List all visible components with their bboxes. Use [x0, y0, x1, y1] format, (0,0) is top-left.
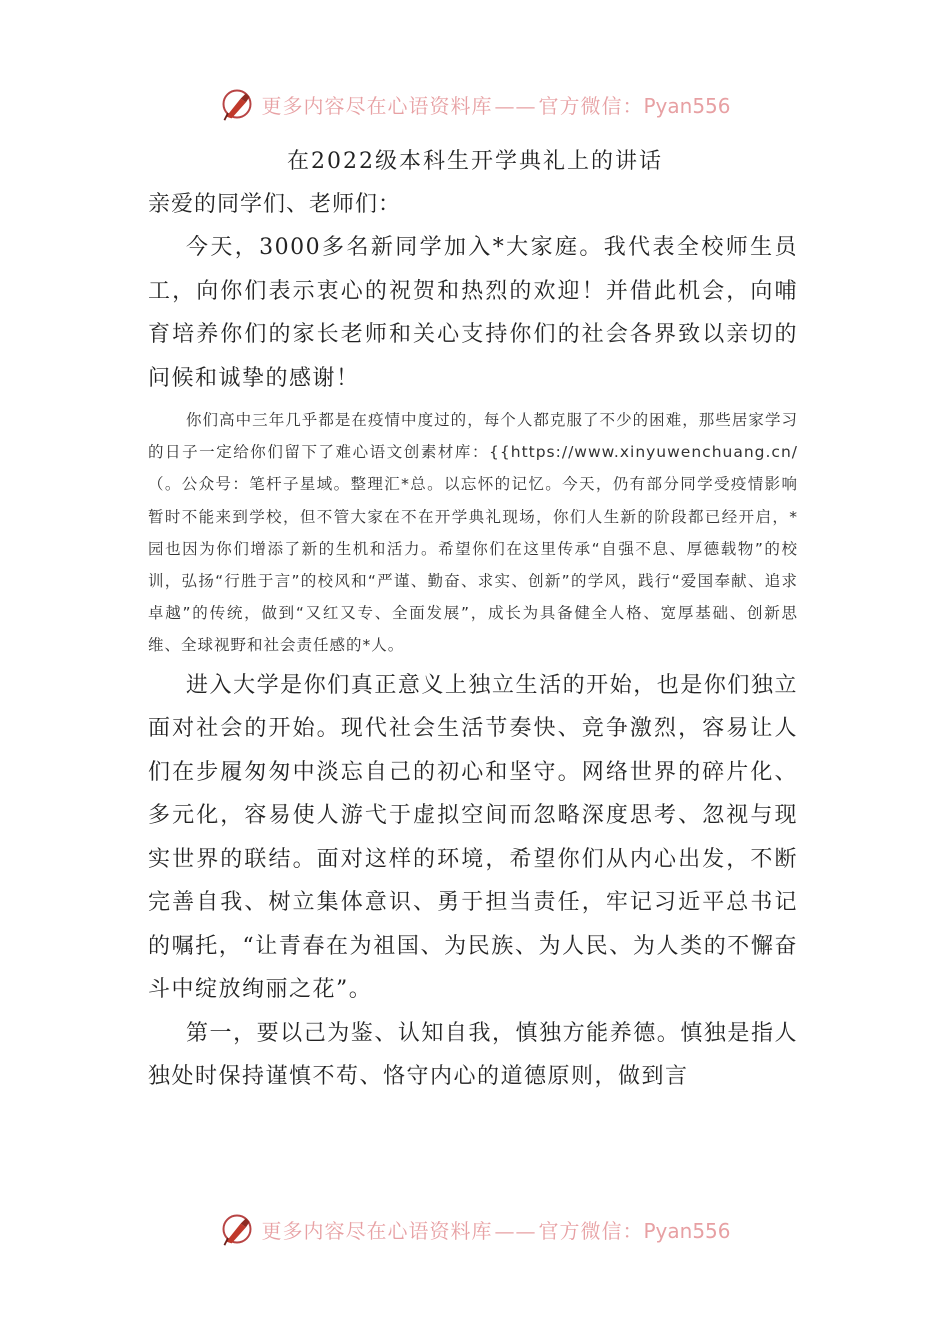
pen-nib-logo-icon [219, 1211, 255, 1247]
header-watermark-banner [0, 82, 950, 126]
greeting: 亲爱的同学们、老师们： [148, 192, 402, 217]
watermark-text: 更多内容尽在心语资料库 —— 官方微信：Pyan556 [261, 1218, 731, 1243]
document-body [148, 184, 798, 1099]
document-title: 在2022级本科生开学典礼上的讲话 [287, 149, 663, 174]
wechat-id: Pyan556 [643, 93, 731, 118]
footer-watermark-banner [0, 1207, 950, 1251]
paragraph-3: 进入大学是你们真正意义上独立生活的开始，也是你们独立面对社会的开始。现代社会生活节奏快、竞争激烈，容易让人们在步履匆匆中淡忘自己的初心和坚守。网络世界的碎片化、多元化，容易使人游弋于虚拟空间而忽略深度思考、忽视与现实世界的联结。面对这样的环境，希望你们从内心出发，不断完善自我、树立集体意识、勇于担当责任，牢记习近平总书记的嘱托，“让青春在为祖国、为民族、为人民、为人类的不懈奋斗中绽放绚丽之花”。 [148, 672, 798, 1003]
paragraph-2: 你们高中三年几乎都是在疫情中度过的，每个人都克服了不少的困难，那些居家学习的日子一定给你们留下了难心语文创素材库：{{https://www.xinyuwenchuang.cn/（。公众号：笔杆子星域。整理汇*总。以忘怀的记忆。今天，仍有部分同学受疫情影响暂时不能来到学校，但不管大家在不在开学典礼现场，你们人生新的阶段都已经开启，*园也因为你们增添了新的生机和活力。希望你们在这里传承“自强不息、厚德载物”的校训，弘扬“行胜于言”的校风和“严谨、勤奋、求实、创新”的学风，践行“爱国奉献、追求卓越”的传统，做到“又红又专、全面发展”，成长为具备健全人格、宽厚基础、创新思维、全球视野和社会责任感的*人。 [148, 411, 798, 655]
paragraph-4: 第一，要以己为鉴、认知自我，慎独方能养德。慎独是指人独处时保持谨慎不苟、恪守内心的道德原则，做到言 [148, 1020, 798, 1090]
pen-nib-logo-icon [219, 86, 255, 122]
paragraph-1: 今天，3000多名新同学加入*大家庭。我代表全校师生员工，向你们表示衷心的祝贺和热烈的欢迎！并借此机会，向哺育培养你们的家长老师和关心支持你们的社会各界致以亲切的问候和诚挚的感谢！ [148, 235, 798, 391]
wechat-id: Pyan556 [643, 1218, 731, 1243]
watermark-text: 更多内容尽在心语资料库 —— 官方微信：Pyan556 [261, 93, 731, 118]
